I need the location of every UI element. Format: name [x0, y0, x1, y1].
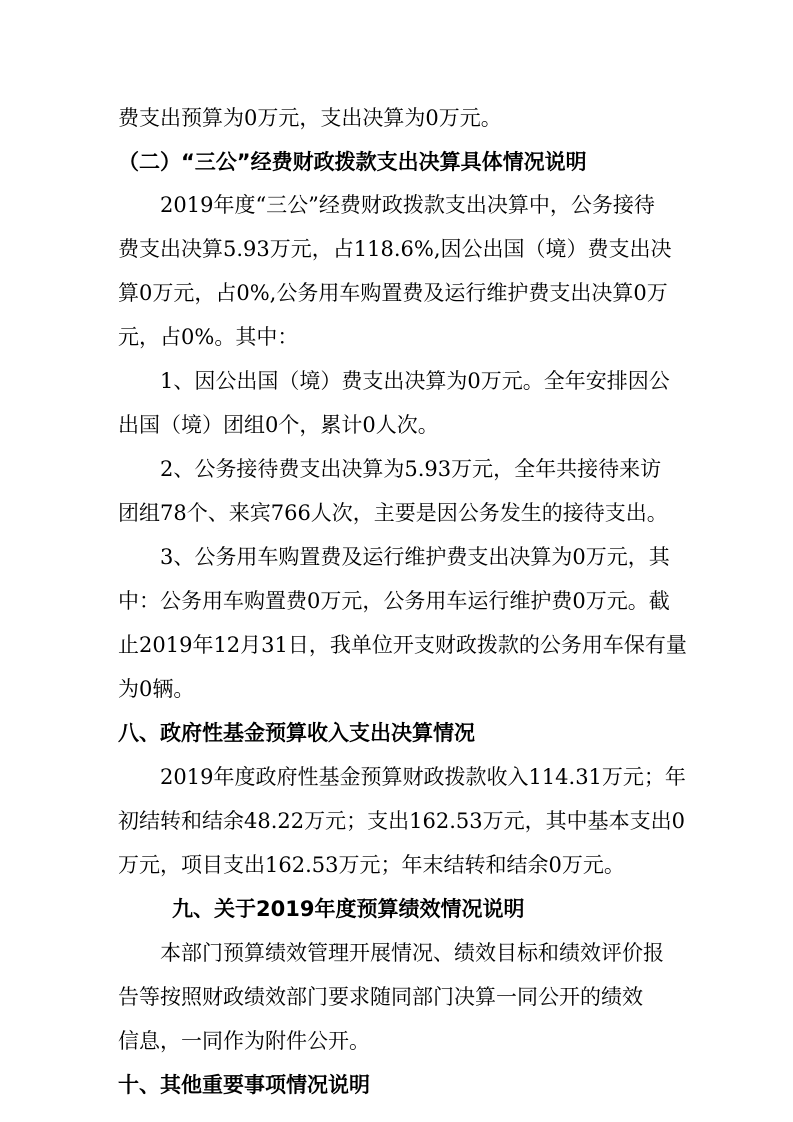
paragraph-line: 告等按照财政绩效部门要求随同部门决算一同公开的绩效: [118, 985, 643, 1009]
paragraph-line: 万元，项目支出162.53万元；年末结转和结余0万元。: [118, 853, 625, 877]
paragraph-line: 3、公务用车购置费及运行维护费支出决算为0万元，其: [160, 545, 670, 569]
paragraph-line: 信息，一同作为附件公开。: [118, 1029, 370, 1053]
section-heading-three-public-funds: （二）“三公”经费财政拨款支出决算具体情况说明: [118, 150, 587, 174]
paragraph-line: 团组78个、来宾766人次，主要是因公务发生的接待支出。: [118, 501, 668, 525]
paragraph-line: 2、公务接待费支出决算为5.93万元，全年共接待来访: [160, 457, 662, 481]
paragraph-line: 1、因公出国（境）费支出决算为0万元。全年安排因公: [160, 369, 670, 393]
paragraph-line: 2019年度“三公”经费财政拨款支出决算中，公务接待: [160, 193, 655, 217]
section-heading-performance: 九、关于2019年度预算绩效情况说明: [172, 897, 525, 921]
section-heading-other-matters: 十、其他重要事项情况说明: [118, 1073, 370, 1097]
paragraph-line: 2019年度政府性基金预算财政拨款收入114.31万元；年: [160, 765, 686, 789]
paragraph-line: 算0万元，占0%,公务用车购置费及运行维护费支出决算0万: [118, 281, 668, 305]
paragraph-line: 为0辆。: [118, 677, 195, 701]
paragraph-line: 中：公务用车购置费0万元，公务用车运行维护费0万元。截: [118, 589, 670, 613]
paragraph-line: 元，占0%。其中：: [118, 325, 299, 349]
section-heading-government-fund: 八、政府性基金预算收入支出决算情况: [118, 721, 475, 745]
paragraph-line: 费支出决算5.93万元，占118.6%,因公出国（境）费支出决: [118, 237, 672, 261]
paragraph-line: 本部门预算绩效管理开展情况、绩效目标和绩效评价报: [160, 941, 664, 965]
paragraph-line: 止2019年12月31日，我单位开支财政拨款的公务用车保有量: [118, 633, 687, 657]
paragraph-line: 出国（境）团组0个，累计0人次。: [118, 413, 439, 437]
paragraph-line: 初结转和结余48.22万元；支出162.53万元，其中基本支出0: [118, 809, 685, 833]
paragraph-line: 费支出预算为0万元，支出决算为0万元。: [118, 106, 502, 130]
